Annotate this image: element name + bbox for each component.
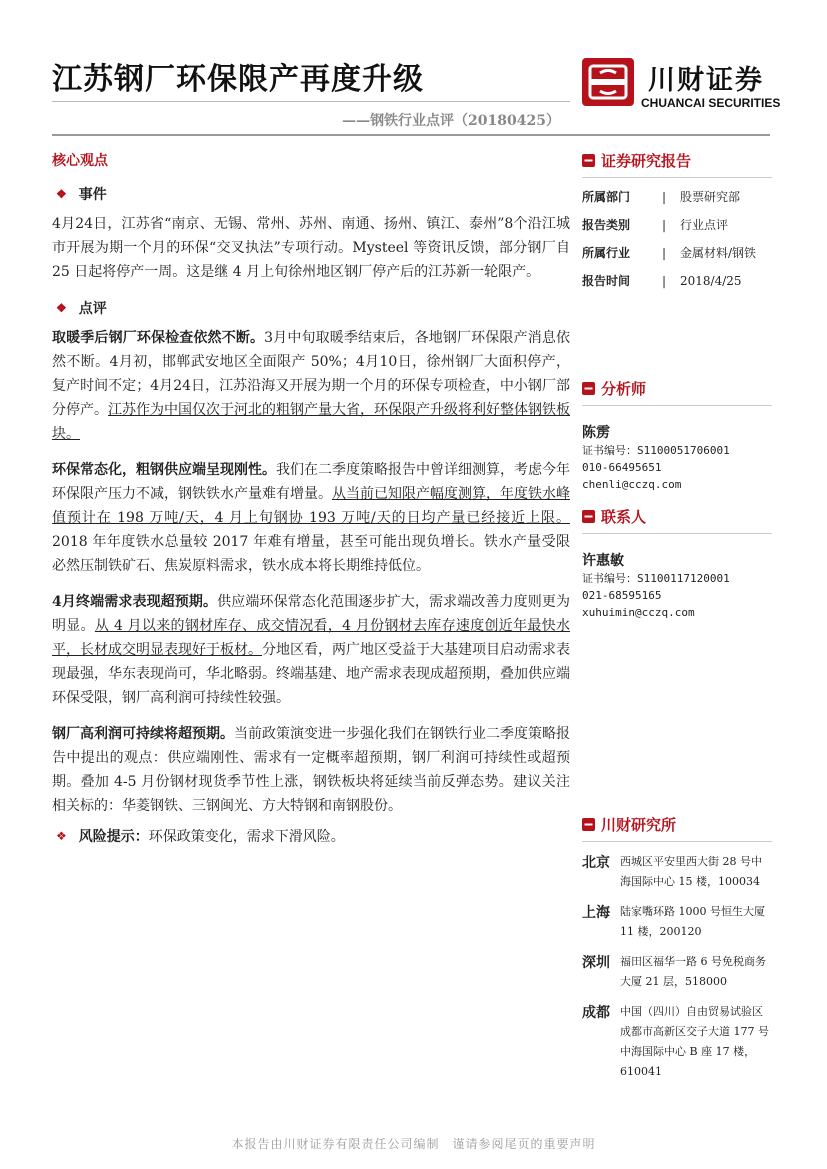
p1-underlined: 江苏作为中国仅次于河北的粗钢产量大省，环保限产升级将利好整体钢铁板块。	[52, 402, 570, 442]
info-key: 报告时间	[582, 274, 631, 288]
info-value: 2018/4/25	[680, 274, 742, 288]
header-divider	[52, 134, 770, 136]
event-paragraph: 4月24日，江苏省“南京、无锡、常州、苏州、南通、扬州、镇江、泰州”8个沿江城市开展为期一个月的环保“交叉执法”专项行动。Mysteel 等资讯反馈，部分钢厂自 25 日起将停产一周。这是继 4 月上旬徐州地区钢厂停产后的江苏新一轮限产。	[52, 216, 570, 280]
info-separator: |	[662, 218, 667, 232]
info-key: 所属行业	[582, 246, 631, 260]
review-paragraph-1	[52, 326, 570, 446]
report-title: 江苏钢厂环保限产再度升级	[52, 62, 424, 97]
report-heading-label: 证券研究报告	[601, 152, 692, 170]
office-address: 西城区平安里西大街 28 号中海国际中心 15 楼，100034	[620, 855, 762, 888]
analyst-logo-icon	[582, 382, 595, 395]
p2-lead: 环保常态化，粗钢供应端呈现刚性。	[52, 462, 276, 478]
core-heading: 核心观点	[52, 153, 108, 169]
report-subtitle: ——钢铁行业点评（20180425）	[342, 113, 560, 129]
office-address: 福田区福华一路 6 号免税商务大厦 21 层，518000	[620, 955, 766, 988]
p3-lead: 4月终端需求表现超预期。	[52, 594, 218, 610]
office-city: 深圳	[582, 955, 610, 971]
info-row-type	[582, 216, 772, 234]
diamond-bullet-icon: ❖	[56, 829, 67, 843]
contact-cert: 证书编号：S1100117120001	[582, 572, 730, 585]
institute-panel	[582, 814, 772, 1082]
analyst-email[interactable]: chenli@cczq.com	[582, 478, 682, 491]
diamond-bullet-icon: ❖	[56, 187, 67, 201]
office-city: 北京	[582, 855, 610, 871]
info-separator: |	[662, 190, 667, 204]
risk-label: 风险提示：	[78, 829, 149, 845]
contact-email[interactable]: xuhuimin@cczq.com	[582, 606, 695, 619]
p3-body: 供应端环保常态化范围逐步扩大，需求端改善力度则更为明显。	[52, 594, 571, 634]
info-separator: |	[662, 246, 667, 260]
review-heading-label: 点评	[78, 301, 107, 317]
contact-heading	[582, 506, 772, 527]
p1-body: 3月中旬取暖季结束后，各地钢厂环保限产消息依然不断。4月初，邯郸武安地区全面限产 50%；4月10日，徐州钢厂大面积停产，复产时间不定；4月24日，江苏沿海又开展为期一个月的环保专项检查，中小钢厂部分停产。	[52, 330, 571, 418]
office-shanghai	[582, 902, 772, 942]
info-key: 报告类别	[582, 218, 631, 232]
title-divider	[52, 101, 570, 102]
office-beijing	[582, 852, 772, 892]
p3-body-2: 分地区看，两广地区受益于大基建项目启动需求表现最强，华东表现尚可，华北略弱。终端基建、地产需求表现成超预期，叠加供应端环保受限，钢厂高利润可持续性较强。	[52, 642, 570, 706]
diamond-bullet-icon: ❖	[56, 301, 67, 315]
office-address: 陆家嘴环路 1000 号恒生大厦 11 楼，200120	[620, 905, 765, 938]
analyst-cert: 证书编号：S1100051706001	[582, 444, 730, 457]
report-heading-divider	[582, 177, 772, 178]
info-value: 行业点评	[680, 218, 729, 232]
info-row-date	[582, 272, 772, 290]
institute-heading-label: 川财研究所	[601, 816, 677, 834]
review-paragraph-2	[52, 458, 570, 578]
institute-heading-divider	[582, 841, 772, 842]
analyst-heading-label: 分析师	[601, 380, 647, 398]
risk-line	[52, 826, 570, 846]
p2-body-2: 2018 年年度铁水总量较 2017 年难有增量，甚至可能出现负增长。铁水产量受限必然压制铁矿石、焦炭原料需求，铁水成本将长期维持低位。	[52, 534, 570, 574]
info-value: 金属材料/钢铁	[680, 246, 757, 260]
office-city: 成都	[582, 1005, 610, 1021]
contact-name: 许惠敏	[582, 553, 624, 569]
analyst-name: 陈雳	[582, 425, 610, 441]
p4-body: 当前政策演变进一步强化我们在钢铁行业二季度策略报告中提出的观点：供应端刚性、需求有一定概率超预期，钢厂利润可持续性或超预期。叠加 4-5 月份钢材现货季节性上涨，钢铁板块将延续当前反弹态势。建议关注相关标的：华菱钢铁、三钢闽光、方大特钢和南钢股份。	[52, 726, 570, 814]
review-heading	[52, 298, 570, 318]
info-row-dept	[582, 188, 772, 206]
contact-heading-divider	[582, 533, 772, 534]
logo-text-en: CHUANCAI SECURITIES	[641, 96, 781, 110]
contact-phone: 021-68595165	[582, 589, 662, 602]
event-heading-label: 事件	[78, 187, 107, 203]
p3-underlined: 从 4 月以来的钢材库存、成交情况看，4 月份钢材去库存速度创近年最快水平，长材成交明显表现好于板材。	[52, 618, 570, 658]
risk-text: 环保政策变化，需求下滑风险。	[148, 829, 345, 845]
report-info-panel	[582, 150, 772, 290]
review-paragraph-4	[52, 722, 570, 818]
info-value: 股票研究部	[680, 190, 741, 204]
page-footer: 本报告由川财证券有限责任公司编制 谨请参阅尾页的重要声明	[231, 1137, 596, 1151]
logo-text-cn: 川财证券	[648, 65, 764, 96]
contact-panel	[582, 506, 772, 621]
info-key: 所属部门	[582, 190, 631, 204]
report-heading	[582, 150, 772, 171]
info-row-industry	[582, 244, 772, 262]
office-shenzhen	[582, 952, 772, 992]
p4-lead: 钢厂高利润可持续将超预期。	[52, 726, 234, 742]
p2-body: 我们在二季度策略报告中曾详细测算，考虑今年环保限产压力不减，钢铁铁水产量难有增量。	[52, 462, 570, 502]
event-heading	[52, 184, 570, 204]
contact-logo-icon	[582, 510, 595, 523]
institute-logo-icon	[582, 818, 595, 831]
analyst-phone: 010-66495651	[582, 461, 662, 474]
contact-heading-label: 联系人	[601, 508, 647, 526]
p2-underlined: 从当前已知限产幅度测算，年度铁水峰值预计在 198 万吨/天，4 月上旬钢协 193 万吨/天的日均产量已经接近上限。	[52, 486, 570, 526]
info-separator: |	[662, 274, 667, 288]
analyst-panel	[582, 378, 772, 493]
institute-heading	[582, 814, 772, 835]
review-paragraph-3	[52, 590, 570, 710]
analyst-heading-divider	[582, 405, 772, 406]
p1-lead: 取暖季后钢厂环保检查依然不断。	[52, 330, 265, 346]
office-chengdu	[582, 1002, 772, 1082]
chuancai-logo-icon	[582, 58, 634, 106]
office-city: 上海	[582, 905, 610, 921]
analyst-heading	[582, 378, 772, 399]
report-logo-icon	[582, 154, 595, 167]
main-content	[52, 150, 570, 846]
office-address: 中国（四川）自由贸易试验区成都市高新区交子大道 177 号中海国际中心 B 座 17 楼，610041	[620, 1005, 769, 1078]
